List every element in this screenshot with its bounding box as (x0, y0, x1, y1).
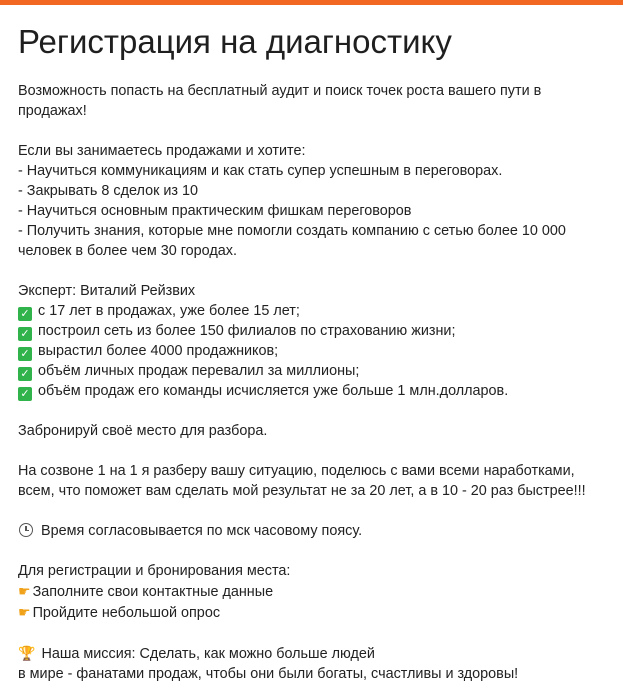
expert-fact: ✓ построил сеть из более 150 филиалов по страхованию жизни; (18, 321, 605, 341)
check-mark-icon: ✓ (18, 307, 32, 321)
book-line: Забронируй своё место для разбора. (18, 423, 268, 439)
goal-item: - Научиться коммуникациям и как стать супер успешным в переговорах. (18, 163, 503, 179)
pointing-hand-icon: ☛ (18, 583, 31, 599)
expert-line: Эксперт: Виталий Рейзвих (18, 283, 196, 299)
top-accent-bar (0, 0, 623, 5)
check-mark-icon: ✓ (18, 387, 32, 401)
page-title: Регистрация на диагностику (18, 23, 452, 60)
call-description: На созвоне 1 на 1 я разберу вашу ситуацию, поделюсь с вами всеми наработками, всем, что поможет вам сделать мой результат не за 20 лет, а в 10 - 20 раз быстрее!!! (18, 463, 586, 499)
intro-text: Возможность попасть на бесплатный аудит и поиск точек роста вашего пути в продажах! (18, 83, 542, 119)
mission-line: в мире - фанатами продаж, чтобы они были богаты, счастливы и здоровы! (18, 666, 519, 682)
registration-heading: Для регистрации и бронирования места: (18, 563, 291, 579)
goal-item: - Закрывать 8 сделок из 10 (18, 183, 199, 199)
mission-line: 🏆 Наша миссия: Сделать, как можно больше людей (18, 645, 375, 662)
registration-step: ☛ Пройдите небольшой опрос (18, 604, 221, 621)
goal-item: - Получить знания, которые мне помогли создать компанию с сетью более 10 000 человек в более чем 30 городах. (18, 223, 566, 259)
expert-fact: ✓ с 17 лет в продажах, уже более 15 лет; (18, 301, 605, 321)
expert-fact: ✓ объём продаж его команды исчисляется уже больше 1 млн.долларов. (18, 381, 605, 401)
trophy-icon: 🏆 (18, 645, 36, 661)
check-mark-icon: ✓ (18, 367, 32, 381)
clock-icon (19, 523, 33, 537)
goals-heading: Если вы занимаетесь продажами и хотите: (18, 143, 306, 159)
registration-step: ☛ Заполните свои контактные данные (18, 583, 274, 600)
expert-fact: ✓ вырастил более 4000 продажников; (18, 341, 605, 361)
check-mark-icon: ✓ (18, 347, 32, 361)
time-line: Время согласовывается по мск часовому поясу. (18, 521, 605, 541)
expert-fact: ✓ объём личных продаж перевалил за миллионы; (18, 361, 605, 381)
goal-item: - Научиться основным практическим фишкам переговоров (18, 203, 412, 219)
pointing-hand-icon: ☛ (18, 604, 31, 620)
check-mark-icon: ✓ (18, 327, 32, 341)
description-content (0, 23, 623, 684)
